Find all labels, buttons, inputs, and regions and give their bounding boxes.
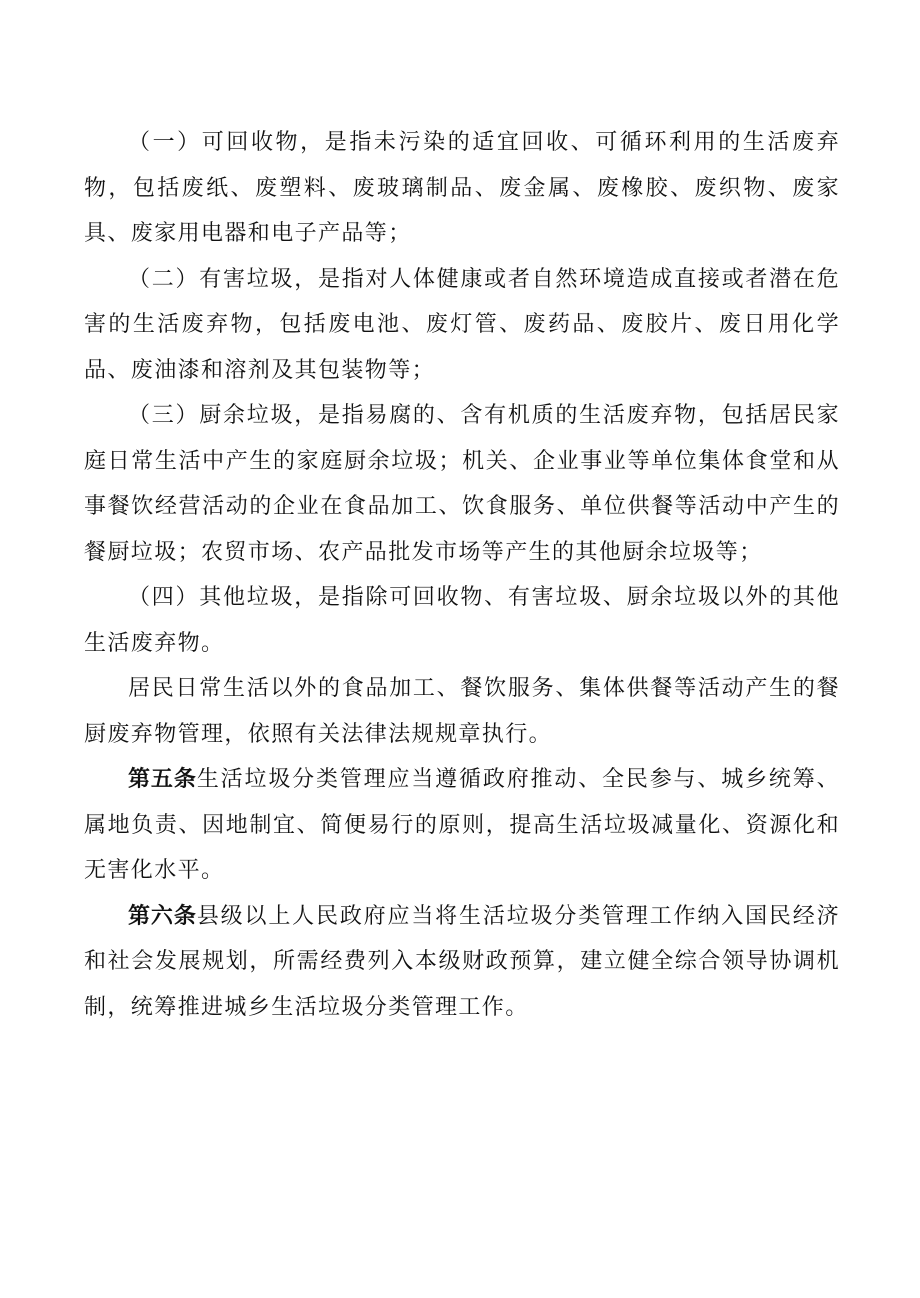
paragraph-recyclables: （一）可回收物，是指未污染的适宜回收、可循环利用的生活废弃物，包括废纸、废塑料、废玻璃制品、废金属、废橡胶、废织物、废家具、废家用电器和电子产品等； xyxy=(84,130,840,246)
paragraph-kitchen-waste: （三）厨余垃圾，是指易腐的、含有机质的生活废弃物，包括居民家庭日常生活中产生的家庭厨余垃圾；机关、企业事业等单位集体食堂和从事餐饮经营活动的企业在食品加工、饮食服务、单位供餐等活动中产生的餐厨垃圾；农贸市场、农产品批发市场等产生的其他厨余垃圾等； xyxy=(84,403,840,565)
article-5-text: 生活垃圾分类管理应当遵循政府推动、全民参与、城乡统筹、属地负责、因地制宜、简便易行的原则，提高生活垃圾减量化、资源化和无害化水平。 xyxy=(84,767,840,883)
article-6 xyxy=(84,894,840,1031)
article-5-number: 第五条 xyxy=(128,767,197,792)
article-5 xyxy=(84,757,840,894)
paragraph-other-waste: （四）其他垃圾，是指除可回收物、有害垃圾、厨余垃圾以外的其他生活废弃物。 xyxy=(84,585,840,656)
paragraph-catering-waste: 居民日常生活以外的食品加工、餐饮服务、集体供餐等活动产生的餐厨废弃物管理，依照有关法律法规规章执行。 xyxy=(84,676,840,747)
document-body xyxy=(84,120,840,1030)
article-6-text: 县级以上人民政府应当将生活垃圾分类管理工作纳入国民经济和社会发展规划，所需经费列入本级财政预算，建立健全综合领导协调机制，统筹推进城乡生活垃圾分类管理工作。 xyxy=(84,903,840,1020)
paragraph-hazardous-waste: （二）有害垃圾，是指对人体健康或者自然环境造成直接或者潜在危害的生活废弃物，包括废电池、废灯管、废药品、废胶片、废日用化学品、废油漆和溶剂及其包装物等； xyxy=(84,266,840,383)
article-6-number: 第六条 xyxy=(128,903,197,929)
